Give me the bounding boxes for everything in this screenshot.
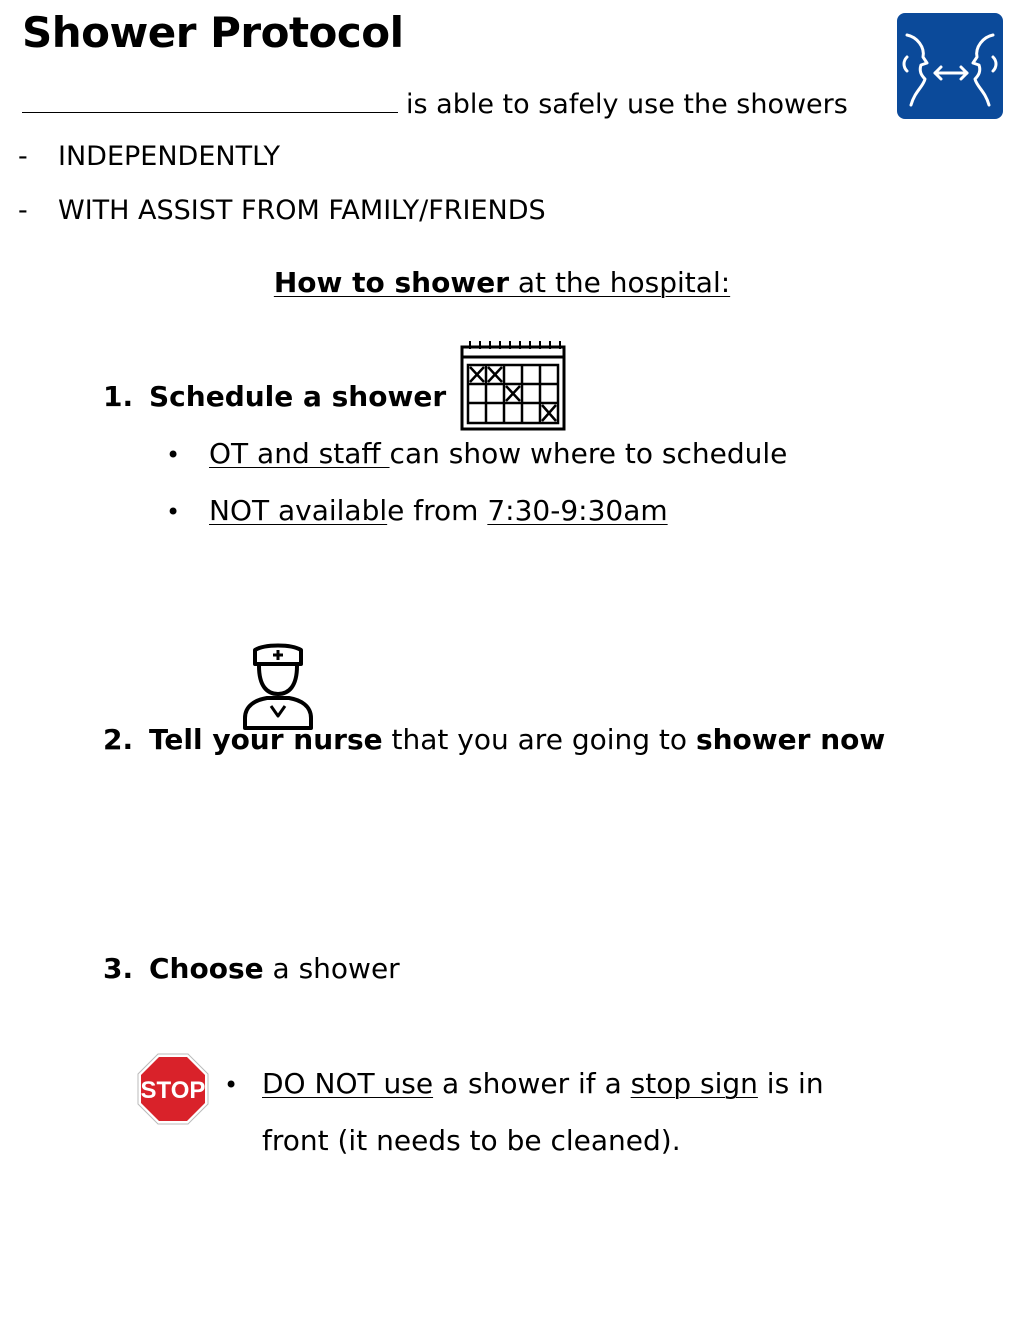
step-middle: that you are going to (382, 723, 696, 756)
step-1 (103, 380, 446, 413)
bullet-time: 7:30-9:30am (487, 494, 668, 527)
step-3 (103, 952, 400, 985)
step-1-bullet-1 (209, 437, 787, 470)
heading-text (274, 266, 730, 299)
heading-bold: How to shower (273, 266, 509, 299)
stop-sign-icon (137, 1053, 209, 1125)
option-independently (18, 141, 280, 172)
bullet-underlined: NOT availabl (209, 494, 388, 527)
bullet-marker: • (166, 441, 181, 469)
option-label: INDEPENDENTLY (58, 141, 281, 172)
option-label: WITH ASSIST FROM FAMILY/FRIENDS (58, 195, 546, 226)
step-bold-1: Tell your nurse (149, 723, 383, 756)
stop-sign-text: STOP (140, 1077, 206, 1104)
step-number: 2. (103, 723, 134, 756)
stop-note-line-2: front (it needs to be cleaned). (262, 1124, 681, 1157)
stop-note-rest: is in (757, 1067, 824, 1100)
stop-note-middle: a shower if a (433, 1067, 631, 1100)
bullet-marker: • (224, 1071, 239, 1099)
heading-rest: at the hospital: (509, 266, 731, 299)
name-blank-line[interactable] (22, 86, 398, 113)
bullet-rest: can show where to schedule (389, 437, 788, 470)
stop-note-underlined-2: stop sign (630, 1067, 758, 1100)
section-heading (0, 266, 1004, 299)
page-title: Shower Protocol (22, 8, 404, 57)
intro-text: is able to safely use the showers (406, 89, 848, 120)
step-bold-2: shower now (695, 723, 886, 756)
step-number: 1. (103, 380, 134, 413)
step-2 (103, 723, 885, 756)
step-title: Schedule a shower (149, 380, 447, 413)
dash-marker: - (18, 195, 28, 226)
step-rest: a shower (263, 952, 400, 985)
dash-marker: - (18, 141, 28, 172)
bullet-middle: e from (387, 494, 488, 527)
bullet-marker: • (166, 498, 181, 526)
nurse-icon (241, 642, 315, 730)
step-bold: Choose (149, 952, 264, 985)
stop-note-line-1 (262, 1067, 824, 1100)
intro-line (22, 86, 848, 120)
stop-note-underlined-1: DO NOT use (262, 1067, 434, 1100)
calendar-icon (458, 341, 568, 431)
option-with-assist (18, 195, 546, 226)
bullet-underlined: OT and staff (209, 437, 390, 470)
step-1-bullet-2 (209, 494, 668, 527)
step-number: 3. (103, 952, 134, 985)
communication-faces-icon (897, 13, 1003, 119)
